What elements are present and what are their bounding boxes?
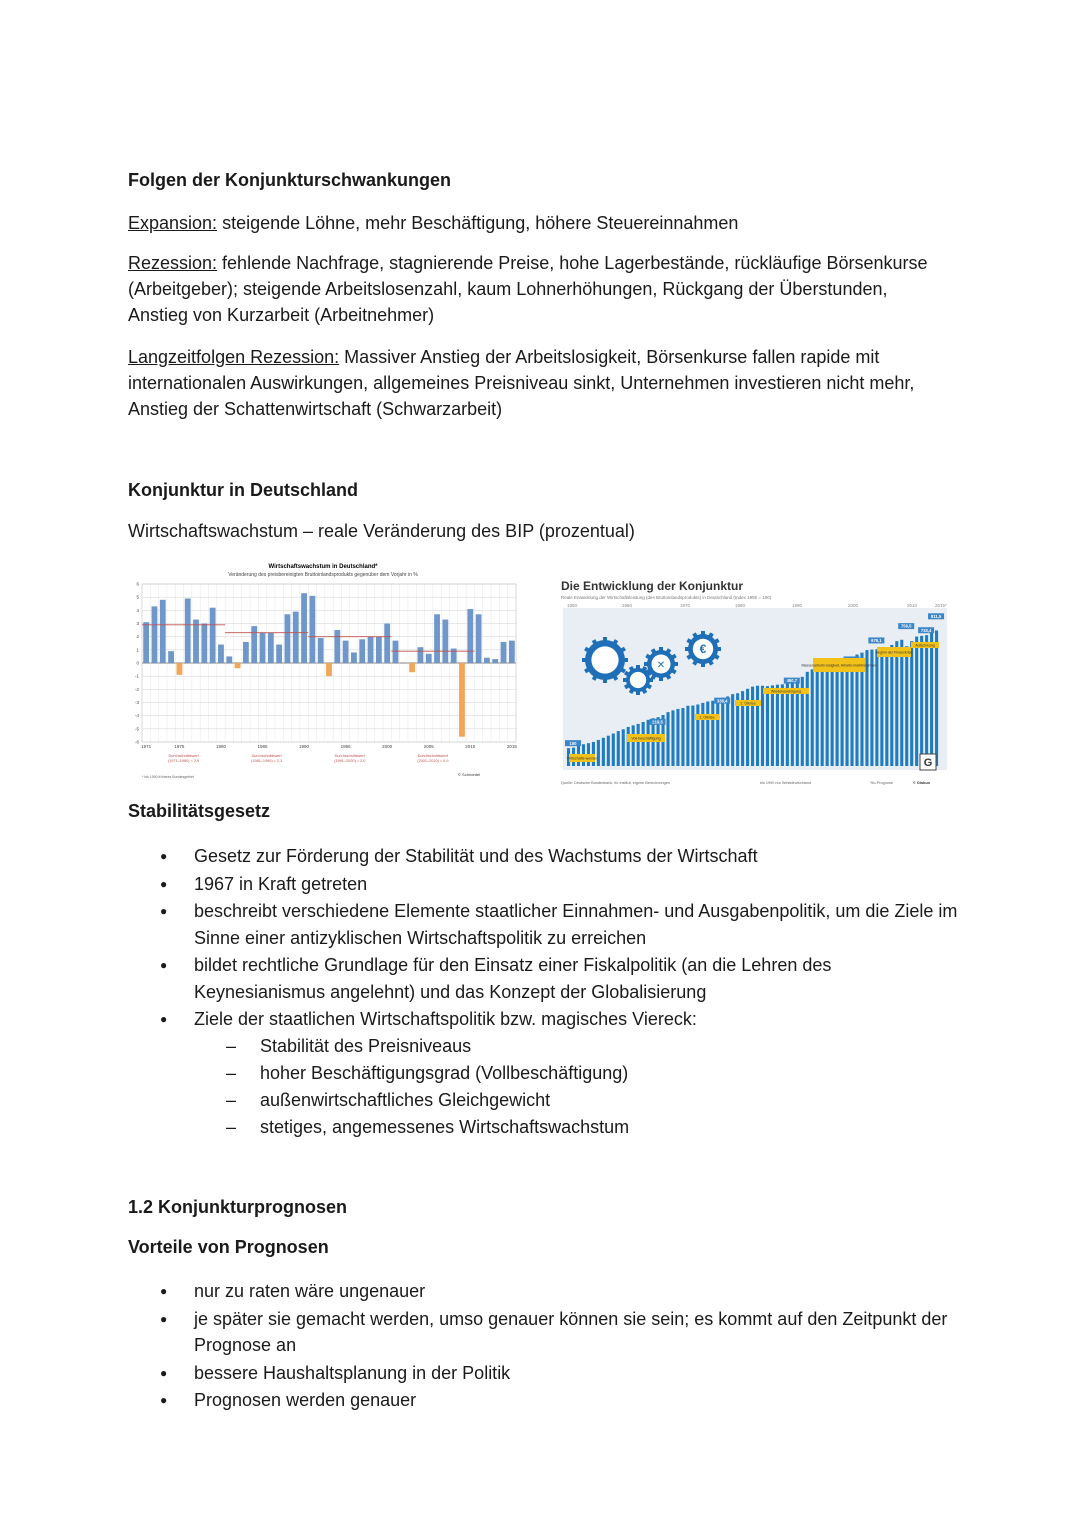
- paragraph-langzeitfolgen: [128, 344, 948, 422]
- growth-bar-1985: [260, 633, 266, 663]
- x-tick-label: 2010: [465, 744, 476, 749]
- growth-bar-1988: [285, 614, 291, 663]
- heading-folgen: Folgen der Konjunkturschwankungen: [128, 170, 452, 190]
- sub-list-item: – hoher Beschäftigungsgrad (Vollbeschäftigung): [194, 1060, 958, 1087]
- data-label: 338,4: [716, 698, 728, 704]
- growth-bar-1983: [243, 642, 249, 663]
- sub-list-item: – außenwirtschaftliches Gleichgewicht: [194, 1087, 958, 1114]
- index-bar: [905, 646, 908, 766]
- list-item: ● je später sie gemacht werden, umso genauer können sie sein; es kommt auf den Zeitpunkt der Prognose an: [128, 1306, 958, 1359]
- growth-bar-1974: [168, 651, 174, 663]
- growth-bar-2001: [393, 641, 399, 663]
- list-item: ● bildet rechtliche Grundlage für den Einsatz einer Fiskalpolitik (an die Lehren des Keynesianismus angelehnt) und das Konzept der Globalisierung: [128, 952, 958, 1005]
- index-bar: [617, 731, 620, 766]
- annotation-label: Aufschwung: [915, 643, 935, 648]
- growth-bar-1999: [376, 637, 382, 663]
- konjunktur-chart-title: Die Entwicklung der Konjunktur: [561, 579, 744, 593]
- x-tick-label: 2010: [907, 603, 918, 608]
- growth-bar-1981: [226, 656, 232, 663]
- annotation-label: 2. Ölkrise: [740, 701, 756, 706]
- x-tick-label: 2015*: [935, 603, 947, 608]
- annotation-label: Wiedervereinigung: [771, 689, 801, 694]
- vorteile-list: [128, 1278, 958, 1415]
- index-bar: [666, 712, 669, 766]
- index-bar: [716, 700, 719, 766]
- y-tick-label: -5: [134, 726, 139, 732]
- list-item-text: Ziele der staatlichen Wirtschaftspolitik bzw. magisches Viereck:: [194, 1009, 697, 1029]
- index-bar: [602, 738, 605, 766]
- index-bar: [821, 663, 824, 766]
- growth-bar-2011: [476, 614, 482, 663]
- y-tick-label: 6: [136, 581, 139, 587]
- growth-bar-2005: [426, 654, 432, 663]
- index-bar: [771, 685, 774, 766]
- annotation-label: Beginn der Finanzkrise: [875, 650, 913, 655]
- heading-konjunktur-deutschland: Konjunktur in Deutschland: [128, 480, 359, 500]
- list-item: ● nur zu raten wäre ungenauer: [128, 1278, 958, 1305]
- euro-glyph-icon: €: [699, 642, 707, 656]
- index-bar: [930, 633, 933, 766]
- growth-bar-1998: [368, 637, 374, 663]
- growth-bar-1996: [351, 652, 357, 663]
- growth-bar-1987: [276, 645, 282, 663]
- x-tick-label: 2015: [506, 744, 517, 749]
- index-bar: [806, 672, 809, 766]
- average-label-range: (1991–2000) = 2,0: [334, 759, 366, 763]
- list-item: ● Prognosen werden genauer: [128, 1387, 958, 1414]
- konjunktur-chart-subtitle: Reale Entwicklung der Wirtschaftsleistung (des Bruttoinlandsprodukts) in Deutschland (Index 1950 = 100): [561, 595, 772, 600]
- y-tick-label: 4: [136, 607, 139, 613]
- konjunktur-chart-svg: [555, 572, 953, 790]
- sub-list-item: – stetiges, angemessenes Wirtschaftswachstum: [194, 1114, 958, 1141]
- index-bar: [671, 710, 674, 766]
- growth-bar-1977: [193, 620, 199, 663]
- x-tick-label: 2000: [382, 744, 393, 749]
- average-label: Durchschnittswert: [417, 754, 448, 758]
- growth-chart-subtitle: Veränderung des preisbereinigten Bruttoinlandsprodukts gegenüber dem Vorjahr in %: [228, 572, 418, 578]
- annotation-label: Wirtschafts-wunder: [566, 756, 598, 761]
- index-bar: [811, 669, 814, 766]
- label-rezession: Rezession:: [128, 253, 218, 273]
- index-bar: [681, 708, 684, 766]
- growth-bar-2015: [509, 641, 515, 663]
- y-tick-label: -2: [134, 686, 139, 692]
- index-bar: [676, 709, 679, 766]
- index-bar: [831, 662, 834, 766]
- growth-chart: [128, 560, 520, 785]
- index-bar: [622, 729, 625, 766]
- annotation-label: Voll-beschäftigung: [631, 736, 661, 741]
- index-bar: [850, 657, 853, 766]
- konjunktur-chart-note: bis 1990 nur Westdeutschland: [760, 781, 812, 785]
- growth-bar-1986: [268, 633, 274, 663]
- index-bar: [826, 663, 829, 766]
- average-label-range: (2001–2010) = 0,9: [417, 759, 449, 763]
- konjunktur-chart-brand: © Globus: [913, 781, 930, 785]
- y-tick-label: 0: [136, 660, 139, 666]
- paragraph-expansion: [128, 210, 948, 236]
- growth-bar-1982: [235, 663, 241, 668]
- konjunktur-plot-area: [563, 608, 947, 770]
- growth-bar-1984: [251, 626, 257, 663]
- heading-konjunkturprognosen: 1.2 Konjunkturprognosen: [128, 1197, 348, 1217]
- y-tick-label: -4: [134, 713, 139, 719]
- chart-caption: Wirtschaftswachstum – reale Veränderung des BIP (prozentual): [128, 521, 635, 541]
- magisches-viereck-list: [194, 1033, 958, 1141]
- growth-bar-1995: [343, 641, 349, 663]
- index-bar: [766, 686, 769, 766]
- index-bar: [920, 636, 923, 766]
- growth-bar-1979: [210, 608, 216, 663]
- index-bar: [632, 725, 635, 766]
- globus-logo-letter-icon: G: [923, 757, 933, 769]
- y-tick-label: 2: [136, 634, 139, 640]
- index-bar: [880, 649, 883, 766]
- growth-bar-2004: [418, 647, 424, 663]
- growth-bar-1990: [301, 593, 307, 663]
- heading-stabilitaetsgesetz: Stabilitätsgesetz: [128, 801, 271, 821]
- growth-bar-2000: [384, 624, 390, 664]
- index-bar: [915, 637, 918, 766]
- growth-chart-footnote: * bis 1990 früheres Bundesgebiet: [142, 775, 194, 779]
- index-bar: [816, 665, 819, 766]
- list-item: ● 1967 in Kraft getreten: [128, 871, 958, 898]
- growth-bar-1993: [326, 663, 332, 676]
- index-bar: [776, 685, 779, 766]
- x-tick-label: 1975: [174, 744, 185, 749]
- index-bar: [642, 722, 645, 766]
- index-bar: [900, 640, 903, 766]
- index-bar: [925, 635, 928, 766]
- growth-bar-1972: [152, 606, 158, 663]
- data-label: 100: [569, 740, 577, 746]
- y-tick-label: 1: [136, 647, 139, 653]
- index-bar: [756, 686, 759, 766]
- index-bar: [791, 682, 794, 766]
- growth-bar-2008: [451, 649, 457, 663]
- growth-bar-1978: [201, 624, 207, 664]
- average-label: Durchschnittswert: [168, 754, 199, 758]
- data-label: 219,5: [652, 719, 663, 725]
- growth-bar-1997: [359, 639, 365, 663]
- index-bar: [691, 706, 694, 766]
- index-bar: [612, 734, 615, 766]
- x-tick-label: 2005: [423, 744, 434, 749]
- y-tick-label: 3: [136, 621, 139, 626]
- list-item: ● bessere Haushaltsplanung in der Politik: [128, 1360, 958, 1387]
- growth-bar-2003: [409, 663, 415, 672]
- paragraph-rezession: [128, 250, 948, 328]
- index-bar: [627, 727, 630, 766]
- index-bar: [637, 724, 640, 766]
- label-langzeitfolgen: Langzeitfolgen Rezession:: [128, 347, 340, 367]
- list-item: ● beschreibt verschiedene Elemente staatlicher Einnahmen- und Ausgabenpolitik, um die Ziele im Sinne einer antizyklischen Wirtschaftspolitik zu erreichen: [128, 898, 958, 951]
- index-bar: [647, 720, 650, 766]
- text-langzeitfolgen: Massiver Anstieg der Arbeitslosigkeit, Börsenkurse fallen rapide mit internationalen Auswirkungen, allgemeines Preisniveau sinkt, Unternehmen investieren nicht mehr, Anstieg der Schattenwirtschaft (Schwarzarbeit): [128, 347, 915, 419]
- x-tick-label: 1960: [622, 603, 633, 608]
- konjunktur-chart: [555, 572, 953, 790]
- growth-bar-2006: [434, 614, 440, 663]
- y-tick-label: 5: [136, 594, 139, 600]
- index-bar: [721, 698, 724, 766]
- x-tick-label: 1980: [735, 603, 746, 608]
- x-tick-label: 1985: [257, 744, 268, 749]
- index-bar: [652, 718, 655, 766]
- x-tick-label: 1970: [680, 603, 691, 608]
- wrench-glyph-icon: ✕: [656, 660, 666, 671]
- growth-bar-1973: [160, 600, 166, 663]
- growth-bar-2014: [501, 642, 507, 663]
- index-bar: [895, 641, 898, 766]
- annotation-label: 1. Ölkrise: [699, 715, 715, 720]
- y-tick-label: -6: [134, 739, 139, 745]
- index-bar: [910, 641, 913, 766]
- index-bar: [711, 701, 714, 766]
- index-bar: [706, 701, 709, 766]
- konjunktur-chart-note2: *ifo-Prognose: [870, 781, 894, 785]
- x-tick-label: 1995: [340, 744, 351, 749]
- index-bar: [607, 736, 610, 766]
- annotation-label: Massenarbeits-losigkeit, Arbeits-marktreformen: [801, 663, 877, 668]
- growth-bar-2013: [492, 659, 498, 663]
- label-expansion: Expansion:: [128, 213, 218, 233]
- index-bar: [846, 658, 849, 766]
- index-bar: [761, 686, 764, 766]
- index-bar: [597, 740, 600, 766]
- index-bar: [696, 704, 699, 766]
- average-label-range: (1981–1990) = 2,3: [251, 759, 283, 763]
- index-bar: [731, 694, 734, 766]
- list-item: [128, 1006, 958, 1141]
- growth-bar-1975: [176, 663, 182, 675]
- data-label: 733,4: [920, 627, 932, 633]
- index-bar: [935, 630, 938, 766]
- growth-bar-1994: [334, 630, 340, 663]
- index-bar: [865, 650, 868, 766]
- growth-bar-2007: [442, 620, 448, 663]
- average-label-range: (1971–1980) = 2,9: [167, 759, 200, 763]
- growth-bar-1980: [218, 645, 224, 663]
- text-rezession: fehlende Nachfrage, stagnierende Preise, hohe Lagerbestände, rückläufige Börsenkurse (Arbeitgeber); steigende Arbeitslosenzahl, kaum Lohnerhöhungen, Rückgang der Überstunden, Anstieg von Kurzarbeit (Arbeitnehmer): [128, 253, 928, 325]
- y-tick-label: -1: [134, 673, 139, 679]
- growth-bar-1989: [293, 612, 299, 663]
- index-bar: [701, 703, 704, 766]
- data-label: 450,7: [786, 678, 798, 684]
- index-bar: [781, 684, 784, 766]
- index-bar: [686, 706, 689, 766]
- index-bar: [841, 659, 844, 766]
- growth-bar-2009: [459, 663, 465, 737]
- index-bar: [592, 742, 595, 766]
- growth-chart-source: © Schroedel: [458, 772, 481, 777]
- growth-chart-svg: [128, 560, 520, 785]
- index-bar: [836, 661, 839, 766]
- konjunktur-chart-source: Quelle: Deutsche Bundesbank, ifo Institut, eigene Berechnungen: [561, 781, 670, 785]
- stabilitaetsgesetz-list: [128, 843, 958, 1142]
- index-bar: [786, 683, 789, 766]
- data-label: 676,1: [871, 638, 882, 644]
- growth-bar-2012: [484, 658, 490, 663]
- index-bar: [751, 687, 754, 766]
- x-tick-label: 1950: [567, 603, 578, 608]
- average-label: Durchschnittswert: [334, 754, 365, 758]
- growth-bar-1992: [318, 638, 324, 663]
- growth-bar-1971: [143, 622, 149, 663]
- index-bar: [885, 648, 888, 766]
- growth-bar-2010: [467, 609, 473, 663]
- sub-list-item: – Stabilität des Preisniveaus: [194, 1033, 958, 1060]
- growth-bar-1991: [309, 596, 315, 663]
- average-label: Durchschnittswert: [251, 754, 282, 758]
- data-label: 811,5: [930, 613, 942, 619]
- index-bar: [890, 645, 893, 766]
- x-tick-label: 1980: [215, 744, 226, 749]
- x-tick-label: 1990: [792, 603, 803, 608]
- y-tick-label: -3: [134, 700, 139, 705]
- growth-chart-title: Wirtschaftswachstum in Deutschland*: [268, 564, 378, 570]
- x-tick-label: 2000: [848, 603, 859, 608]
- x-tick-label: 1990: [299, 744, 310, 749]
- heading-vorteile-prognosen: Vorteile von Prognosen: [128, 1237, 329, 1257]
- text-expansion: steigende Löhne, mehr Beschäftigung, höhere Steuereinnahmen: [217, 213, 739, 233]
- data-label: 756,5: [900, 623, 912, 629]
- growth-bar-1976: [185, 598, 191, 663]
- list-item: ● Gesetz zur Förderung der Stabilität und des Wachstums der Wirtschaft: [128, 843, 958, 870]
- x-tick-label: 1971: [141, 744, 152, 749]
- index-bar: [726, 696, 729, 766]
